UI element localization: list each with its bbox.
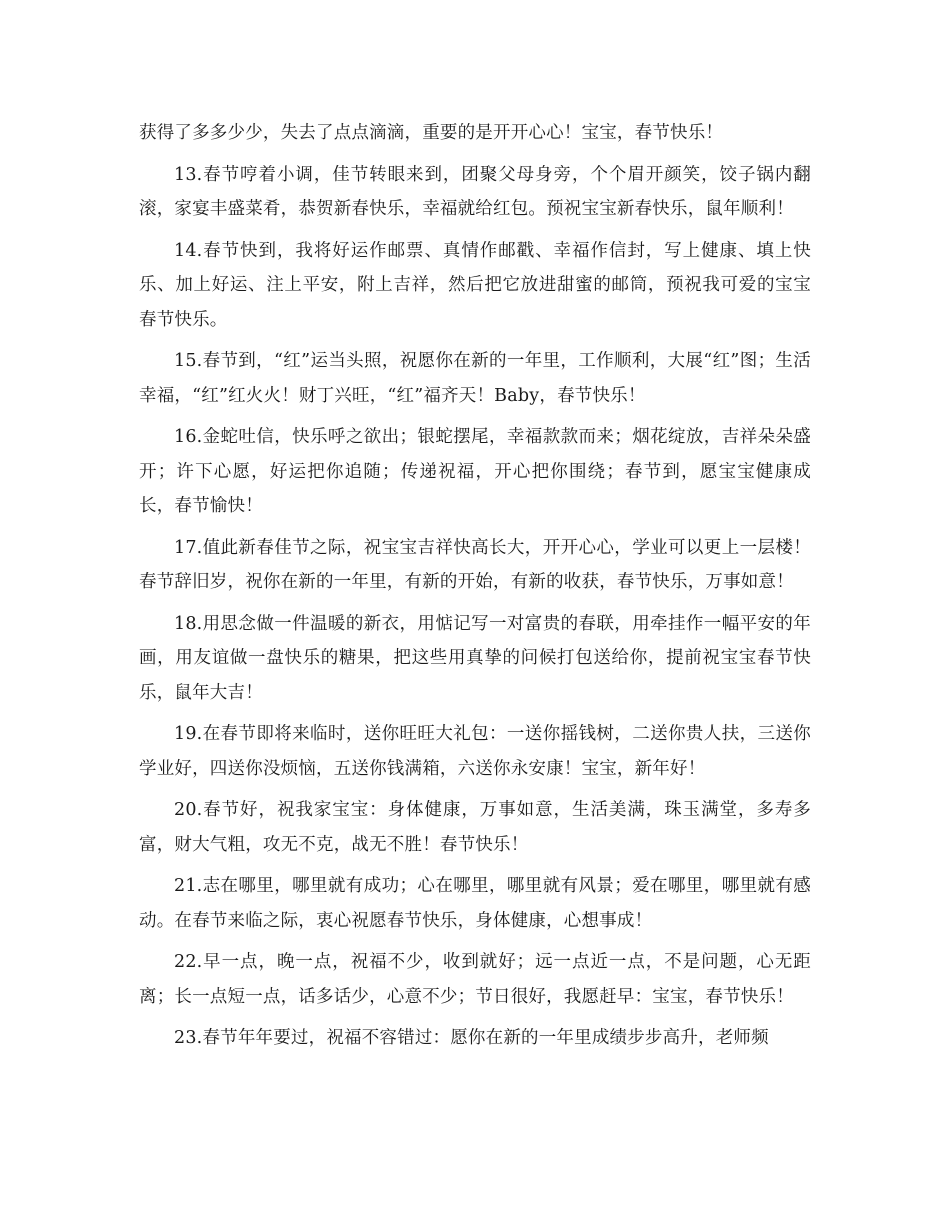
paragraph-15: 15.春节到，“红”运当头照，祝愿你在新的一年里，工作顺利，大展“红”图；生活幸福，“红”红火火！财丁兴旺，“红”福齐天！Baby，春节快乐！	[139, 351, 811, 406]
paragraph-23: 23.春节年年要过，祝福不容错过：愿你在新的一年里成绩步步高升，老师频	[174, 1028, 769, 1048]
paragraph-16: 16.金蛇吐信，快乐呼之欲出；银蛇摆尾，幸福款款而来；烟花绽放，吉祥朵朵盛开；许下心愿，好运把你追随；传递祝福，开心把你围绕；春节到，愿宝宝健康成长，春节愉快！	[139, 427, 811, 516]
paragraph-22: 22.早一点，晚一点，祝福不少，收到就好；远一点近一点，不是问题，心无距离；长一点短一点，话多话少，心意不少；节日很好，我愿赶早：宝宝，春节快乐！	[139, 952, 811, 1007]
paragraph-20: 20.春节好，祝我家宝宝：身体健康，万事如意，生活美满，珠玉满堂，多寿多富，财大气粗，攻无不克，战无不胜！春节快乐！	[139, 800, 811, 855]
paragraph-13: 13.春节哼着小调，佳节转眼来到，团聚父母身旁，个个眉开颜笑，饺子锅内翻滚，家宴丰盛菜肴，恭贺新春快乐，幸福就给红包。预祝宝宝新春快乐，鼠年顺利！	[139, 164, 811, 219]
paragraph-17: 17.值此新春佳节之际，祝宝宝吉祥快高长大，开开心心，学业可以更上一层楼！春节辞旧岁，祝你在新的一年里，有新的开始，有新的收获，春节快乐，万事如意！	[139, 537, 811, 592]
paragraph-21: 21.志在哪里，哪里就有成功；心在哪里，哪里就有风景；爱在哪里，哪里就有感动。在春节来临之际，衷心祝愿春节快乐，身体健康，心想事成！	[139, 876, 811, 931]
paragraph-continuation: 获得了多多少少，失去了点点滴滴，重要的是开开心心！宝宝，春节快乐！	[139, 123, 724, 143]
paragraph-14: 14.春节快到，我将好运作邮票、真情作邮戳、幸福作信封，写上健康、填上快乐、加上好运、注上平安，附上吉祥，然后把它放进甜蜜的邮筒，预祝我可爱的宝宝春节快乐。	[139, 240, 811, 330]
document-body	[139, 116, 811, 1063]
paragraph-18: 18.用思念做一件温暖的新衣，用惦记写一对富贵的春联，用牵挂作一幅平安的年画，用友谊做一盘快乐的糖果，把这些用真挚的问候打包送给你，提前祝宝宝春节快乐，鼠年大吉！	[139, 613, 811, 703]
paragraph-19: 19.在春节即将来临时，送你旺旺大礼包：一送你摇钱树，二送你贵人扶，三送你学业好，四送你没烦恼，五送你钱满箱，六送你永安康！宝宝，新年好！	[139, 724, 811, 779]
